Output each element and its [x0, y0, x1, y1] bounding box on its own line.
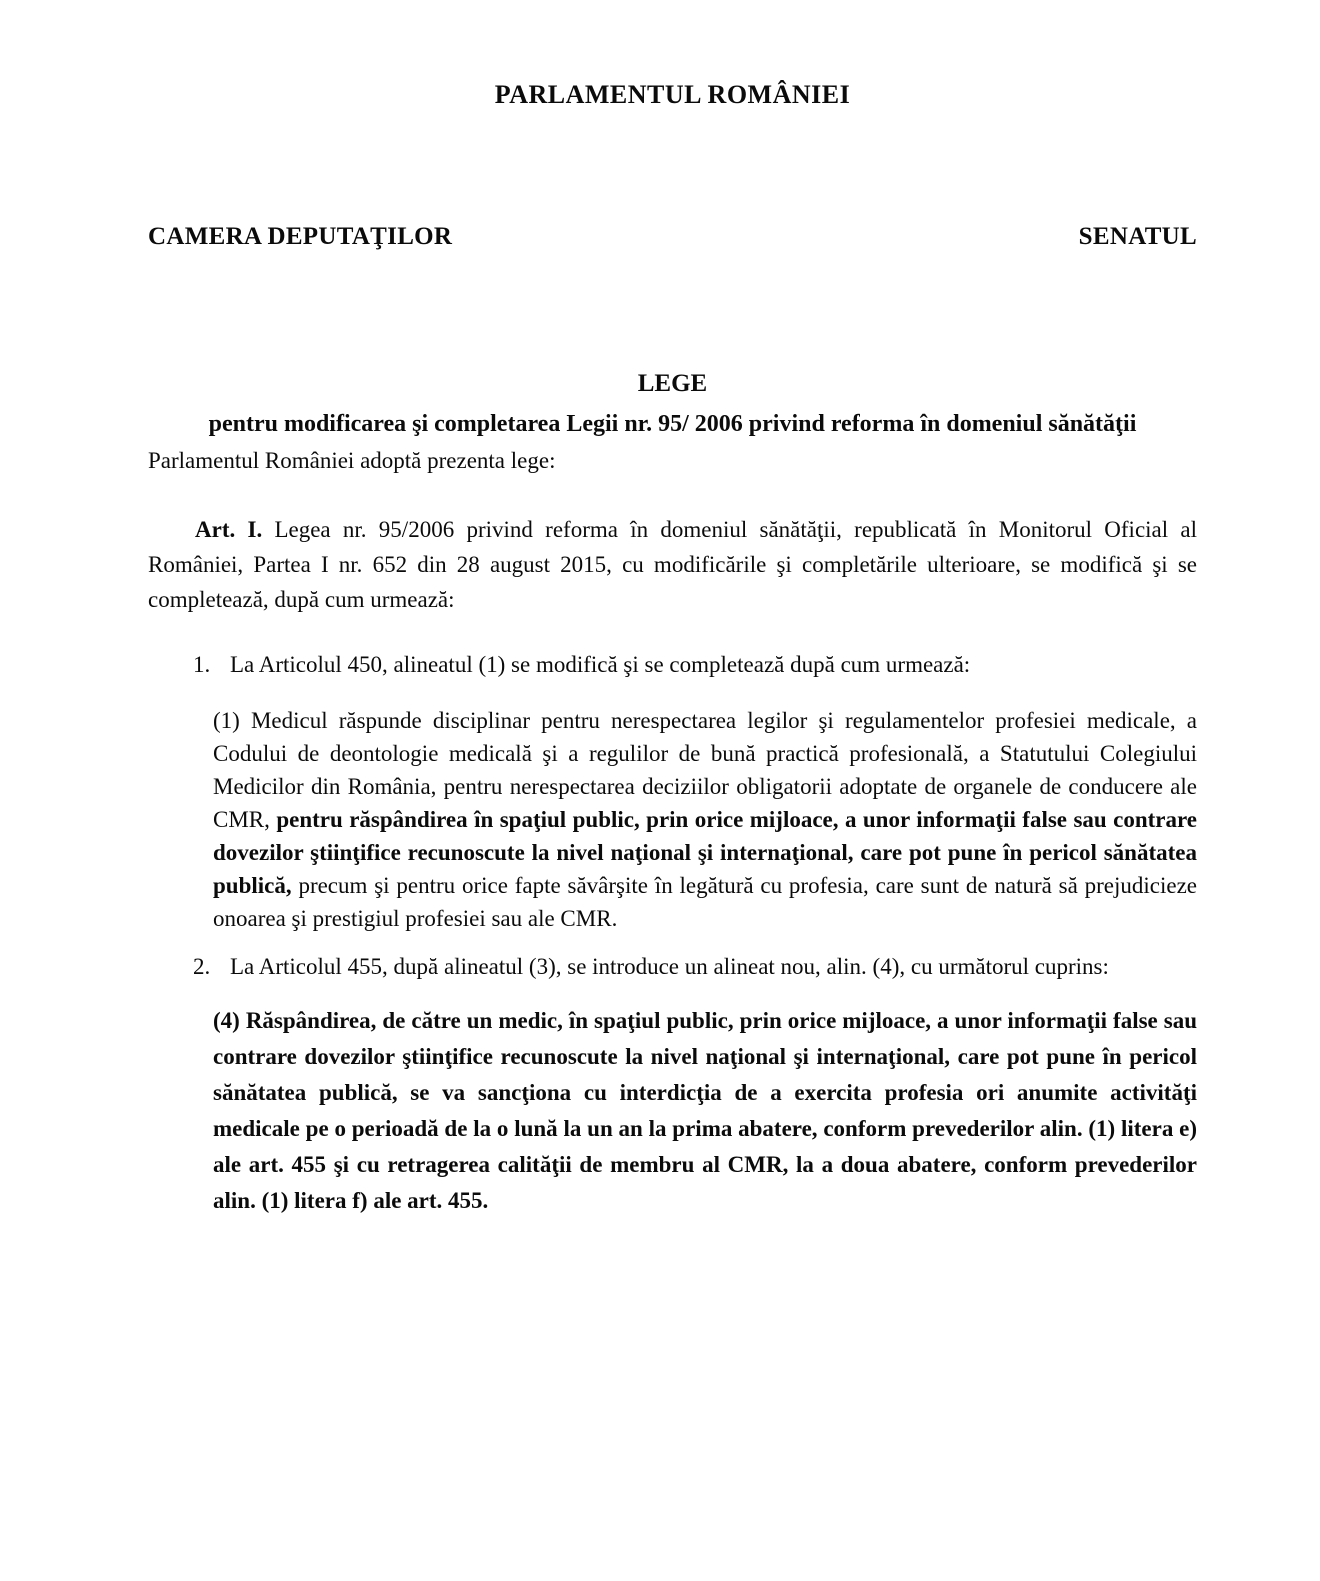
chamber-deputies-label: CAMERA DEPUTAŢILOR: [148, 223, 453, 250]
law-title: LEGE: [637, 370, 708, 397]
parliament-title: PARLAMENTUL ROMÂNIEI: [494, 80, 851, 109]
list-item-1-number: 1.: [193, 652, 211, 677]
list-item-2: [148, 950, 1197, 984]
chambers-row: [148, 222, 1197, 252]
list-item-2-text: La Articolul 455, după alineatul (3), se introduce un alineat nou, alin. (4), cu următorul cuprins:: [230, 954, 1109, 979]
list-item-2-number: 2.: [193, 954, 211, 979]
senate-label: SENATUL: [1078, 223, 1197, 250]
article-1-text: Legea nr. 95/2006 privind reforma în domeniul sănătăţii, republicată în Monitorul Oficial al României, Partea I nr. 652 din 28 august 2015, cu modificările şi completările ulterioare, se modifică şi se completează, după cum urmează:: [148, 517, 1198, 612]
list-item-1: [148, 648, 1197, 682]
article-1-paragraph: [148, 512, 1197, 617]
adoption-line: Parlamentul României adoptă prezenta lege:: [148, 448, 556, 473]
list-item-1-text: La Articolul 450, alineatul (1) se modifică şi se completează după cum urmează:: [230, 652, 971, 677]
alin-1-text-start: (1) Medicul răspunde disciplinar pentru nerespectarea legilor şi regulamentelor profesiei medicale, a Codului de deontologie medicală şi a regulilor de bună practică profesională, a Statutului Colegiului Medicilor din România, pentru nerespectarea deciziilor obligatorii adoptate de organele de conducere ale CMR,: [213, 708, 1197, 832]
paragraph-alin-4: (4) Răspândirea, de către un medic, în spaţiul public, prin orice mijloace, a unor informaţii false sau contrare dovezilor ştiinţifice recunoscute la nivel naţional şi internaţional, care pot pune în pericol sănătatea publică, se va sancţiona cu interdicţia de a exercita profesia ori anumite activităţi medicale pe o perioadă de la o lună la un an la prima abatere, conform prevederilor alin. (1) litera e) ale art. 455 şi cu retragerea calităţii de membru al CMR, la a doua abatere, conform prevederilor alin. (1) litera f) ale art. 455.: [213, 1008, 1197, 1213]
law-heading: [148, 364, 1197, 444]
article-1-label: Art. I.: [195, 517, 263, 542]
alin-1-text-end: precum şi pentru orice fapte săvârşite în legătură cu profesia, care sunt de natură să prejudicieze onoarea şi prestigiul profesiei sau ale CMR.: [213, 873, 1197, 931]
alin-1-text-bold: pentru răspândirea în spaţiul public, prin orice mijloace, a unor informaţii false sau contrare dovezilor ştiinţifice recunoscute la nivel naţional şi internaţional, care pot pune în pericol sănătatea publică,: [213, 807, 1197, 898]
law-subtitle: pentru modificarea şi completarea Legii nr. 95/ 2006 privind reforma în domeniul sănătăţii: [208, 411, 1137, 437]
paragraph-alin-1: [213, 704, 1197, 935]
